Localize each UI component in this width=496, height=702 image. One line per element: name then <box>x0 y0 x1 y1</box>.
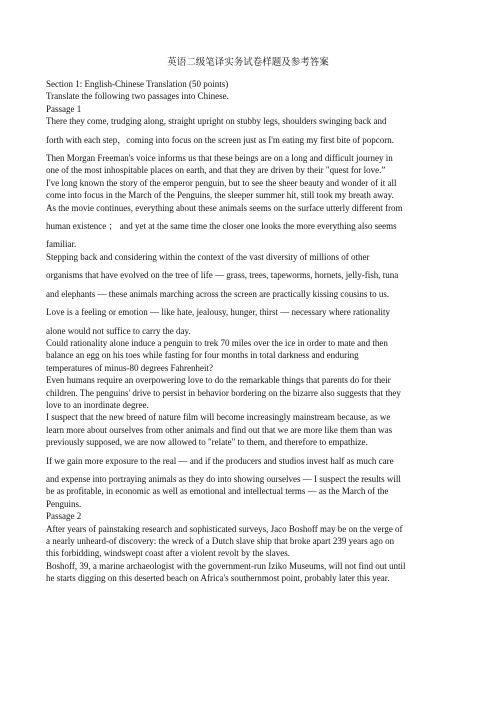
text-line: and expense into portraying animals as they do into showing ourselves — I suspect the results will <box>46 473 401 484</box>
text-line: organisms that have evolved on the tree of life — grass, trees, tapeworms, hornets, jelly-fish, tuna <box>46 270 399 281</box>
text-line: love to an inordinate degree. <box>46 399 149 410</box>
text-line: After years of painstaking research and sophisticated surveys, Jaco Boshoff may be on the verge of <box>46 523 403 534</box>
text-line: familiar. <box>46 239 77 250</box>
section-heading: Section 1: English-Chinese Translation (50 points) <box>46 79 229 89</box>
text-line: alone would not suffice to carry the day. <box>46 325 191 336</box>
text-line: Penguins. <box>46 498 82 509</box>
text-line: forth with each step，coming into focus on the screen just as I'm eating my first bite of popcorn. <box>46 134 395 145</box>
text-line: Stepping back and considering within the context of the vast diversity of millions of other <box>46 251 370 262</box>
text-line: As the movie continues, everything about these animals seems on the surface utterly different from <box>46 202 403 213</box>
text-line: balance an egg on his toes while fasting for four months in total darkness and enduring <box>46 350 359 361</box>
text-line: Love is a feeling or emotion — like hate, jealousy, hunger, thirst — necessary where rationality <box>46 307 390 318</box>
text-line: I've long known the story of the emperor penguin, but to see the sheer beauty and wonder of it all <box>46 177 397 188</box>
text-line: There they come, trudging along, straight upright on stubby legs, shoulders swinging back and <box>46 116 387 127</box>
text-line: Could rationality alone induce a penguin to trek 70 miles over the ice in order to mate and then <box>46 337 388 348</box>
text-line: Even humans require an overpowering love to do the remarkable things that parents do for their <box>46 375 391 386</box>
document-body <box>46 78 458 585</box>
passage-heading: Passage 2 <box>46 511 82 522</box>
text-line: one of the most inhospitable places on earth, and that they are driven by their "quest for love.” <box>46 165 386 176</box>
text-line: come into focus in the March of the Penguins, the sleeper summer hit, still took my breath away. <box>46 190 394 201</box>
text-line: this forbidding, windswept coast after a violent revolt by the slaves. <box>46 548 290 559</box>
document-title: 英语二级笔译实务试卷样题及参考答案 <box>167 57 329 68</box>
text-line: previously supposed, we are now allowed to "relate" to them, and therefore to empathize. <box>46 437 368 448</box>
text-line: learn more about ourselves from other animals and find out that we are more like them than was <box>46 424 393 435</box>
text-line: If we gain more exposure to the real — and if the producers and studios invest half as much care <box>46 455 394 466</box>
text-line: he starts digging on this deserted beach on Africa's southernmost point, probably later this year. <box>46 573 390 584</box>
text-line: Boshoff, 39, a marine archaeologist with the government-run Iziko Museums, will not find out until <box>46 560 406 571</box>
text-line: children. The penguins' drive to persist in behavior bordering on the bizarre also suggests that they <box>46 387 401 398</box>
text-line: human existence ； and yet at the same time the closer one looks the more everything also seems <box>46 221 397 232</box>
text-line: temperatures of minus-80 degrees Fahrenheit? <box>46 362 213 373</box>
text-line: I suspect that the new breed of nature film will become increasingly mainstream because, as we <box>46 412 391 423</box>
instruction-line: Translate the following two passages into Chinese. <box>46 91 229 102</box>
text-line: a nearly unheard-of discovery: the wreck of a Dutch slave ship that broke apart 239 years ago on <box>46 536 395 546</box>
passage-heading: Passage 1 <box>46 103 82 114</box>
text-line: and elephants — these animals marching across the screen are practically kissing cousins to us. <box>46 288 390 299</box>
text-line: be as profitable, in economic as well as emotional and intellectual terms — as the March of the <box>46 486 389 497</box>
text-line: Then Morgan Freeman's voice informs us that these beings are on a long and difficult journey in <box>46 153 393 164</box>
